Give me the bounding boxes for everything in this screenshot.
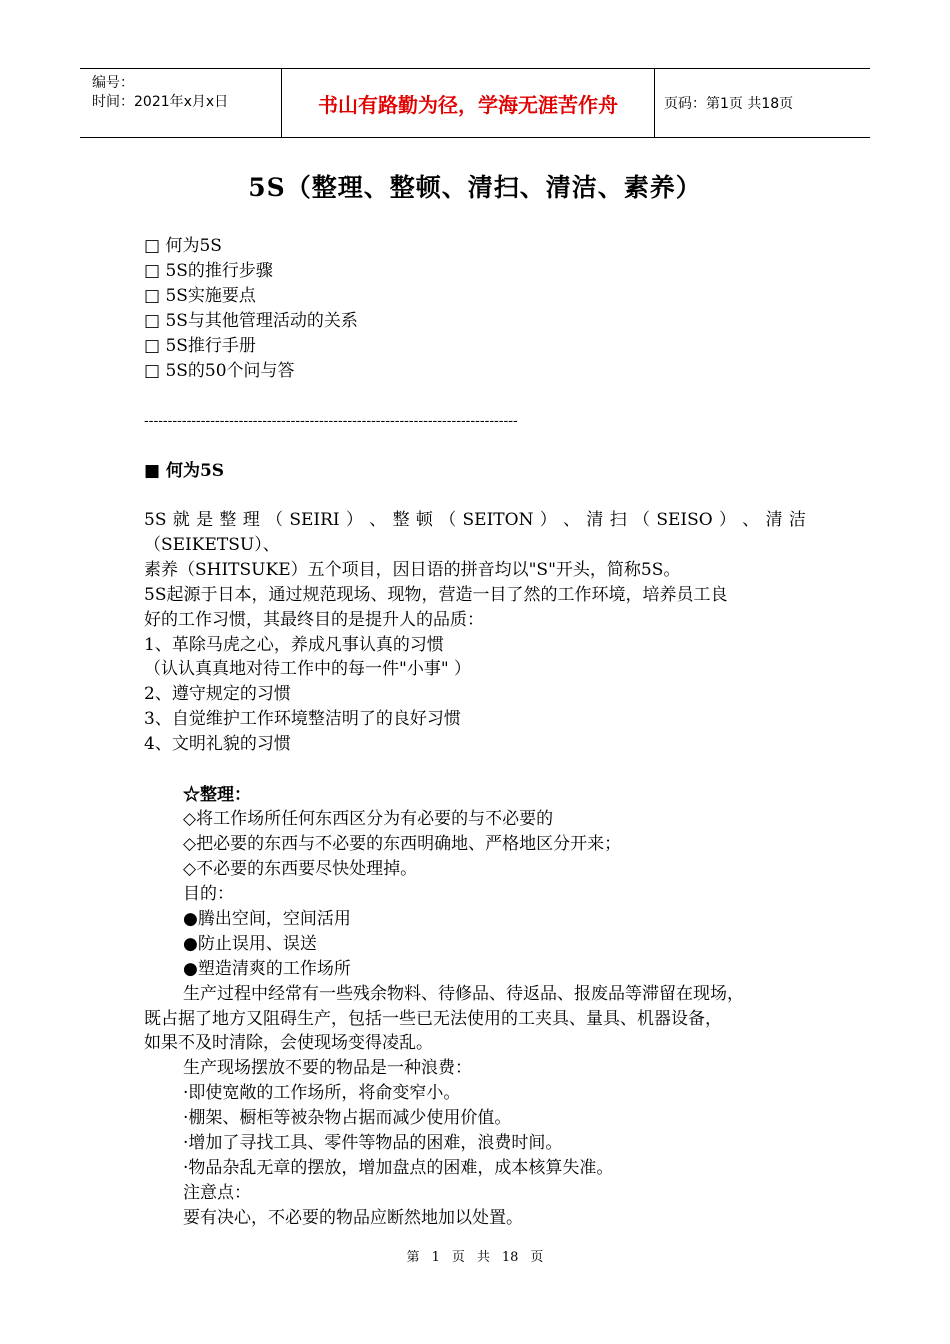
intro-line: 4、文明礼貌的习惯 [144,734,291,754]
intro-word: 清 [586,510,604,530]
intro-justified-line [144,509,806,531]
divider-line: ------------------------------------------------------------------------------- [144,413,518,429]
intro-word: （ [633,510,650,530]
toc-item[interactable]: □ 5S实施要点 [144,286,256,306]
purpose-label: 目的： [183,884,234,904]
waste-item: ·即使宽敞的工作场所，将俞变窄小。 [183,1083,461,1103]
intro-line: 素养（SHITSUKE）五个项目，因日语的拼音均以"S"开头，简称5S。 [144,560,681,580]
intro-word: 清 [765,510,783,530]
intro-word: SEISO [656,510,713,530]
intro-line: （SEIKETSU）、 [144,535,280,555]
toc-item[interactable]: □ 5S的推行步骤 [144,261,273,281]
intro-word: ） [718,510,736,530]
page-title: 5S（整理、整顿、清扫、清洁、素养） [248,173,702,202]
intro-word: 、 [369,510,387,530]
intro-word: 就 [172,510,190,530]
intro-word: 是 [196,510,214,530]
seiri-paragraph-line: 如果不及时清除，会使现场变得凌乱。 [144,1033,433,1053]
intro-line: 1、革除马虎之心，养成凡事认真的习惯 [144,635,444,655]
footer-page-number: 1 [431,1250,440,1265]
intro-word: 5S [144,510,167,530]
intro-word: ） [539,510,557,530]
header-meta-cell [80,69,281,137]
doc-number-label: 编号： [92,75,134,91]
header-page-label: 页码：第1页 共18页 [664,96,794,112]
intro-word: 、 [563,510,581,530]
toc-item[interactable]: □ 何为5S [144,236,222,256]
seiri-point: ◇将工作场所任何东西区分为有必要的与不必要的 [183,809,554,829]
section-heading: ■ 何为5S [144,461,225,481]
intro-line: 2、遵守规定的习惯 [144,684,291,704]
purpose-item: ●塑造清爽的工作场所 [183,959,351,979]
intro-word: 理 [242,510,260,530]
footer-word: 第 [406,1250,420,1265]
seiri-paragraph-line: 既占据了地方又阻碍生产，包括一些已无法使用的工夹具、量具、机器设备， [144,1009,722,1029]
intro-word: ） [345,510,363,530]
intro-word: SEITON [462,510,534,530]
seiri-point: ◇不必要的东西要尽快处理掉。 [183,859,418,879]
intro-line: 3、自觉维护工作环境整洁明了的良好习惯 [144,709,461,729]
note-text: 要有决心，不必要的物品应断然地加以处置。 [183,1208,523,1228]
intro-word: 整 [392,510,410,530]
intro-word: 整 [219,510,237,530]
header-motto: 书山有路勤为径，学海无涯苦作舟 [281,69,655,137]
waste-item: ·棚架、橱柜等被杂物占据而减少使用价值。 [183,1108,512,1128]
footer-word: 共 [476,1250,490,1265]
footer-word: 页 [451,1250,465,1265]
intro-word: （ [266,510,284,530]
intro-word: SEIRI [289,510,340,530]
intro-line: 5S起源于日本，通过规范现场、现物，营造一目了然的工作环境，培养员工良 [144,585,728,605]
note-label: 注意点： [183,1183,251,1203]
seiri-point: ◇把必要的东西与不必要的东西明确地、严格地区分开来； [183,834,622,854]
intro-word: 、 [742,510,760,530]
waste-intro: 生产现场摆放不要的物品是一种浪费： [183,1058,472,1078]
intro-word: （ [439,510,457,530]
seiri-paragraph-line: 生产过程中经常有一些残余物料、待修品、待返品、报废品等滞留在现场， [183,984,744,1004]
waste-item: ·增加了寻找工具、零件等物品的困难，浪费时间。 [183,1133,563,1153]
header-table [80,68,870,138]
footer-total-pages: 18 [501,1250,519,1265]
intro-line: 好的工作习惯，其最终目的是提升人的品质： [144,610,484,630]
intro-word: 洁 [788,510,806,530]
intro-word: 顿 [415,510,433,530]
intro-word: 扫 [609,510,627,530]
intro-line: （认认真真地对待工作中的每一件"小事" ） [144,659,472,679]
doc-date-label: 时间：2021年x月x日 [92,94,229,110]
toc-item[interactable]: □ 5S推行手册 [144,336,256,356]
toc-item[interactable]: □ 5S与其他管理活动的关系 [144,311,358,331]
toc-item[interactable]: □ 5S的50个问与答 [144,361,295,381]
page-footer [0,1246,950,1265]
footer-word: 页 [530,1250,544,1265]
purpose-item: ●腾出空间，空间活用 [183,909,351,929]
waste-item: ·物品杂乱无章的摆放，增加盘点的困难，成本核算失准。 [183,1158,614,1178]
seiri-heading: ☆整理： [183,785,251,805]
purpose-item: ●防止误用、误送 [183,934,317,954]
